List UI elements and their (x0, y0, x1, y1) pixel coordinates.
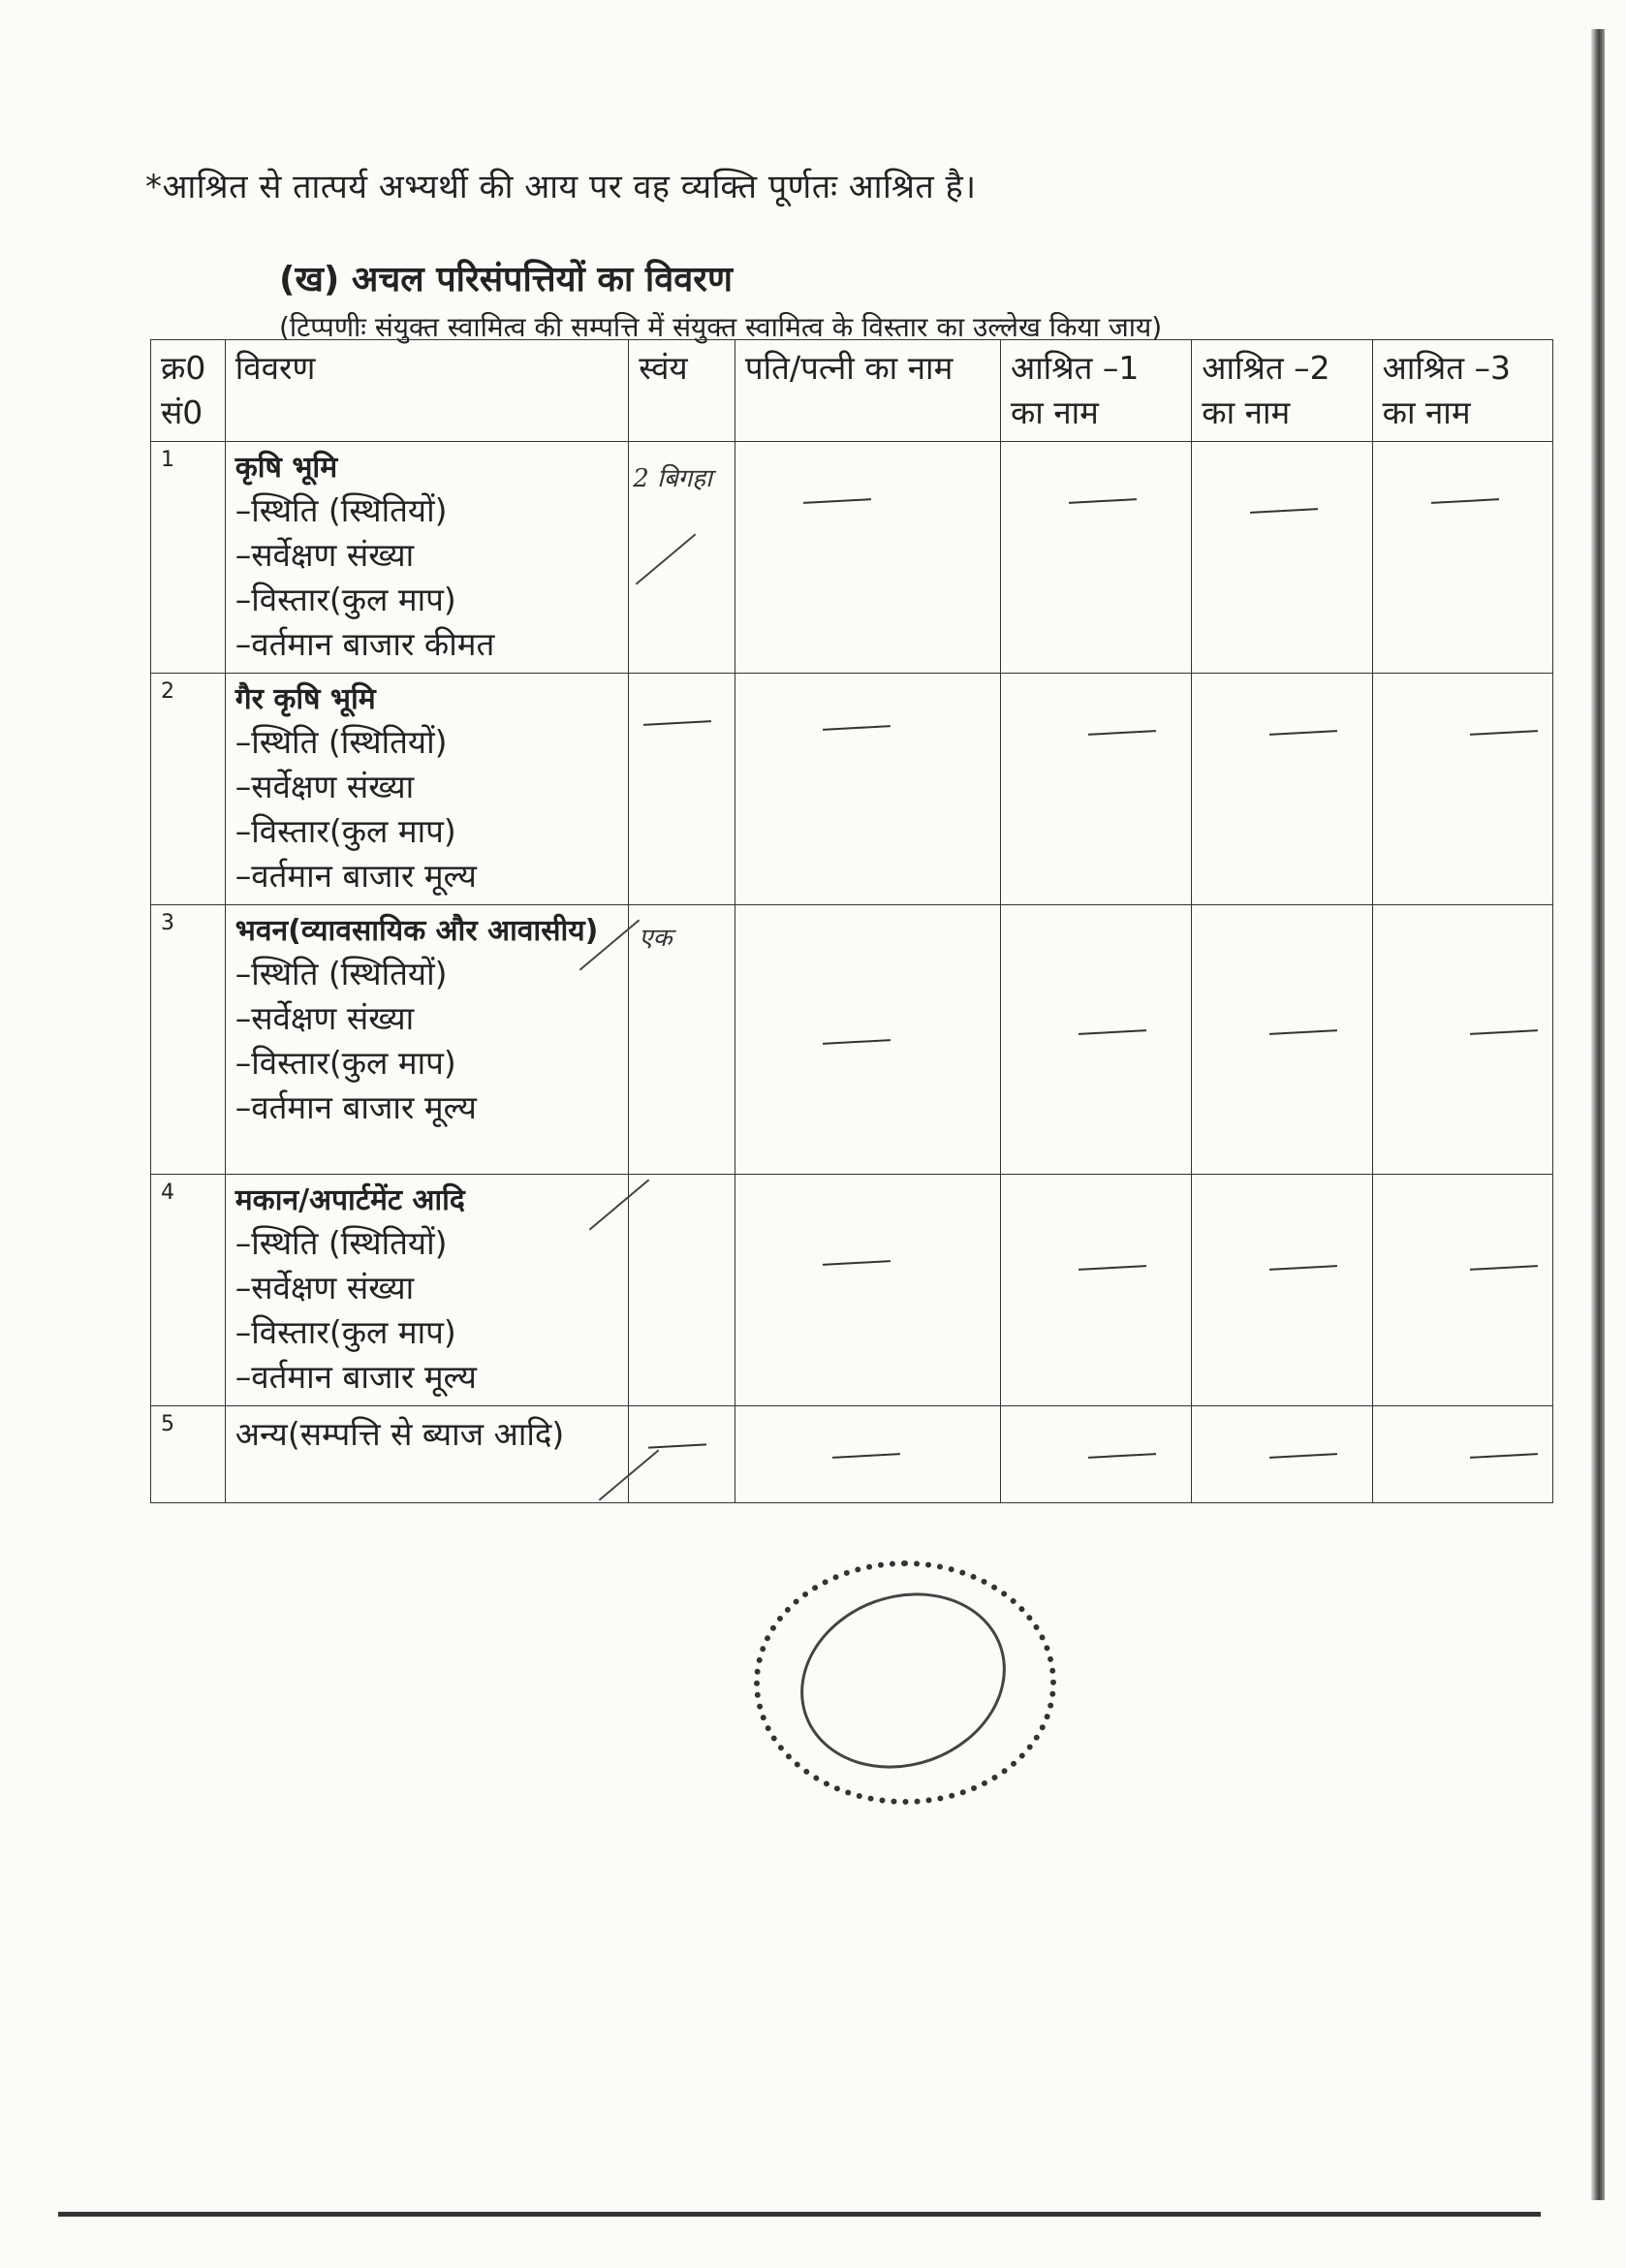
row-item: –वर्तमान बाजार मूल्य (235, 857, 477, 895)
row-item: –विस्तार(कुल माप) (235, 812, 456, 850)
dependent-1-cell (1000, 1175, 1191, 1406)
dash-mark (803, 498, 871, 504)
row-serial: 4 (151, 1175, 226, 1406)
dash-mark (823, 725, 891, 731)
row-description (225, 1175, 629, 1406)
row-item: –स्थिति (स्थितियों) (235, 491, 448, 529)
dependent-3-cell (1372, 905, 1552, 1175)
dash-mark (1269, 1265, 1337, 1271)
dependent-2-cell (1192, 442, 1372, 674)
dependent-3-cell (1372, 1406, 1552, 1503)
table-row (151, 905, 1553, 1175)
dash-mark (1250, 508, 1318, 514)
header-serial: क्र0 सं0 (151, 340, 226, 442)
row-item: –वर्तमान बाजार कीमत (235, 625, 495, 663)
header-self: स्वंय (629, 340, 735, 442)
dash-mark (1269, 730, 1337, 736)
row-title: मकान/अपार्टमेंट आदि (235, 1183, 465, 1217)
scan-edge (1591, 29, 1605, 2200)
row-title: अन्य(सम्पत्ति से ब्याज आदि) (235, 1415, 565, 1453)
dependent-1-cell (1000, 1406, 1191, 1503)
section-note: (टिप्पणीः संयुक्त स्वामित्व की सम्पत्ति में संयुक्त स्वामित्व के विस्तार का उल्लेख किया जाय) (279, 311, 1163, 343)
dash-mark (1431, 498, 1499, 504)
header-dependent-2: आश्रित –2 का नाम (1192, 340, 1372, 442)
dash-mark (832, 1453, 900, 1459)
dependent-1-cell (1000, 674, 1191, 905)
dependent-3-cell (1372, 442, 1552, 674)
row-serial: 3 (151, 905, 226, 1175)
self-cell (629, 442, 735, 674)
row-title: गैर कृषि भूमि (235, 682, 376, 716)
table-row (151, 1406, 1553, 1503)
dash-mark (1069, 498, 1137, 504)
dash-mark (643, 720, 711, 726)
dash-mark (1269, 1453, 1337, 1459)
spouse-cell (735, 674, 1000, 905)
dash-mark (823, 1260, 891, 1266)
row-description (225, 905, 629, 1175)
spouse-cell (735, 1406, 1000, 1503)
row-description (225, 1406, 629, 1503)
dash-mark (1079, 1265, 1146, 1271)
row-serial: 1 (151, 442, 226, 674)
table-row (151, 674, 1553, 905)
dependent-definition-note: *आश्रित से तात्पर्य अभ्यर्थी की आय पर वह व्यक्ति पूर्णतः आश्रित है। (145, 168, 977, 206)
section-title: (ख) अचल परिसंपत्तियों का विवरण (279, 260, 734, 299)
header-spouse: पति/पत्नी का नाम (735, 340, 1000, 442)
bottom-rule (58, 2212, 1541, 2217)
table-row (151, 1175, 1553, 1406)
row-serial: 2 (151, 674, 226, 905)
header-dependent-1: आश्रित –1 का नाम (1000, 340, 1191, 442)
dash-mark (1088, 730, 1156, 736)
header-description: विवरण (225, 340, 629, 442)
row-serial: 5 (151, 1406, 226, 1503)
dash-mark (823, 1039, 891, 1045)
spouse-cell (735, 1175, 1000, 1406)
dependent-1-cell (1000, 905, 1191, 1175)
row-item: –वर्तमान बाजार मूल्य (235, 1088, 477, 1126)
dash-mark (1088, 1453, 1156, 1459)
table-header-row (151, 340, 1553, 442)
dependent-3-cell (1372, 1175, 1552, 1406)
dash-mark (1470, 1029, 1538, 1035)
row-item: –वर्तमान बाजार मूल्य (235, 1358, 477, 1396)
row-item: –स्थिति (स्थितियों) (235, 1224, 448, 1262)
row-description (225, 674, 629, 905)
dash-mark (1470, 730, 1538, 736)
handwritten-self-value: 2 बिगहा (633, 464, 712, 493)
spouse-cell (735, 905, 1000, 1175)
immovable-assets-table (150, 339, 1553, 1503)
row-item: –सर्वेक्षण संख्या (235, 999, 415, 1037)
dash-mark (1470, 1453, 1538, 1459)
table-row (151, 442, 1553, 674)
spouse-cell (735, 442, 1000, 674)
row-item: –सर्वेक्षण संख्या (235, 1269, 415, 1307)
dependent-3-cell (1372, 674, 1552, 905)
dependent-2-cell (1192, 1406, 1372, 1503)
row-item: –विस्तार(कुल माप) (235, 1313, 456, 1351)
dash-mark (648, 1443, 706, 1448)
dependent-2-cell (1192, 1175, 1372, 1406)
dash-mark (1079, 1029, 1146, 1035)
row-item: –स्थिति (स्थितियों) (235, 723, 448, 761)
self-cell (629, 905, 735, 1175)
self-cell (629, 1175, 735, 1406)
self-cell (629, 674, 735, 905)
row-item: –स्थिति (स्थितियों) (235, 955, 448, 992)
row-item: –विस्तार(कुल माप) (235, 581, 456, 618)
dash-mark (1269, 1029, 1337, 1035)
self-cell (629, 1406, 735, 1503)
pen-stroke (636, 534, 697, 585)
row-item: –सर्वेक्षण संख्या (235, 536, 415, 574)
dash-mark (1470, 1265, 1538, 1271)
row-item: –सर्वेक्षण संख्या (235, 768, 415, 805)
row-item: –विस्तार(कुल माप) (235, 1044, 456, 1082)
row-title: भवन(व्यावसायिक और आवासीय) (235, 914, 599, 948)
official-seal-stamp (754, 1560, 1056, 1805)
dependent-2-cell (1192, 674, 1372, 905)
dependent-1-cell (1000, 442, 1191, 674)
row-description (225, 442, 629, 674)
dependent-2-cell (1192, 905, 1372, 1175)
handwritten-self-value: एक (639, 924, 672, 953)
row-title: कृषि भूमि (235, 451, 338, 485)
header-dependent-3: आश्रित –3 का नाम (1372, 340, 1552, 442)
